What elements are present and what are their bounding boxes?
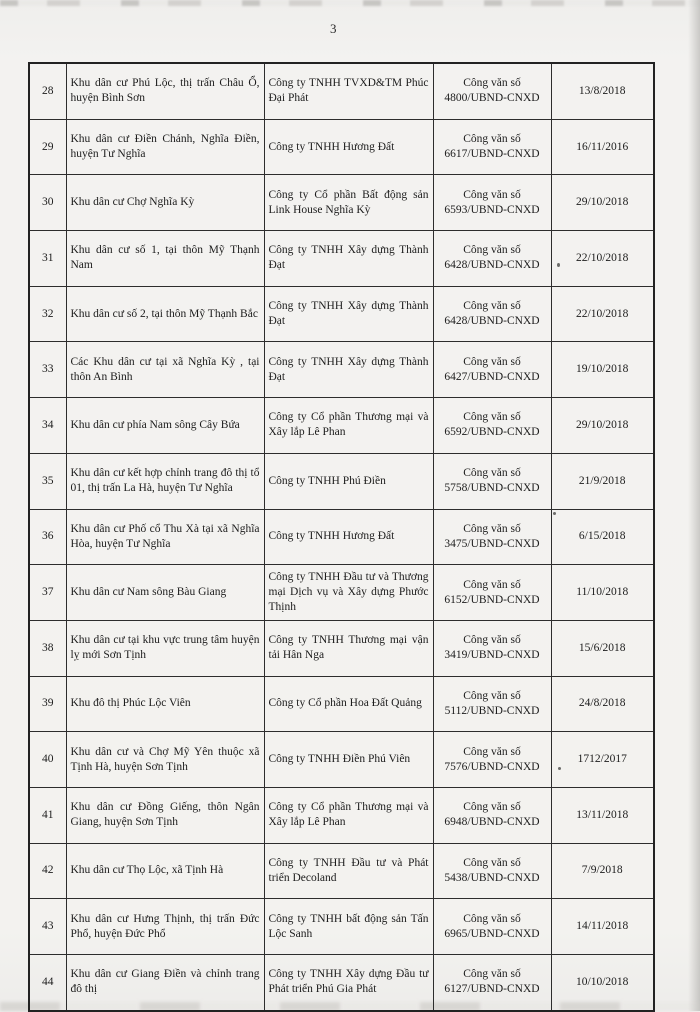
table-row <box>29 453 654 509</box>
project-name-cell: Khu dân cư Giang Điền và chỉnh trang đô thị <box>66 955 264 1011</box>
date-cell: 13/11/2018 <box>551 787 654 843</box>
table-row <box>29 955 654 1011</box>
date-cell: 22/10/2018 <box>551 286 654 342</box>
project-name-cell: Khu dân cư Đồng Giếng, thôn Ngân Giang, huyện Sơn Tịnh <box>66 787 264 843</box>
table-body <box>29 63 654 1011</box>
document-number: 5112/UBND-CNXD <box>444 704 540 717</box>
table-row <box>29 732 654 788</box>
company-cell: Công ty TNHH Thương mại vận tải Hân Nga <box>264 620 433 676</box>
project-name-cell: Khu dân cư Nam sông Bàu Giang <box>66 565 264 621</box>
date-cell: 29/10/2018 <box>551 175 654 231</box>
document-label: Công văn số <box>463 634 521 647</box>
table-row <box>29 565 654 621</box>
date-cell: 21/9/2018 <box>551 453 654 509</box>
row-number-cell: 33 <box>29 342 66 398</box>
row-number-cell: 30 <box>29 175 66 231</box>
document-label: Công văn số <box>463 411 521 424</box>
document-number: 6428/UBND-CNXD <box>444 259 540 272</box>
company-cell: Công ty TNHH Điền Phú Viên <box>264 732 433 788</box>
document-cell <box>433 63 551 119</box>
document-number: 6152/UBND-CNXD <box>444 593 540 606</box>
document-number: 6948/UBND-CNXD <box>444 816 540 829</box>
project-name-cell: Các Khu dân cư tại xã Nghĩa Kỳ , tại thôn An Bình <box>66 342 264 398</box>
document-label: Công văn số <box>463 300 521 313</box>
document-label: Công văn số <box>463 745 521 758</box>
project-name-cell: Khu dân cư tại khu vực trung tâm huyện lỵ mới Sơn Tịnh <box>66 620 264 676</box>
scan-smudge <box>553 512 556 515</box>
table-row <box>29 398 654 454</box>
company-cell: Công ty TNHH TVXD&TM Phúc Đại Phát <box>264 63 433 119</box>
row-number-cell: 41 <box>29 787 66 843</box>
table-row <box>29 509 654 565</box>
row-number-cell: 43 <box>29 899 66 955</box>
document-number: 3475/UBND-CNXD <box>444 537 540 550</box>
document-number: 6593/UBND-CNXD <box>444 203 540 216</box>
page-number: 3 <box>330 21 337 36</box>
company-cell: Công ty TNHH Phú Điền <box>264 453 433 509</box>
row-number-cell: 34 <box>29 398 66 454</box>
date-cell: 22/10/2018 <box>551 231 654 287</box>
date-cell: 15/6/2018 <box>551 620 654 676</box>
document-number: 6617/UBND-CNXD <box>444 148 540 161</box>
company-cell: Công ty TNHH bất động sản Tấn Lộc Sanh <box>264 899 433 955</box>
project-name-cell: Khu dân cư số 1, tại thôn Mỹ Thạnh Nam <box>66 231 264 287</box>
document-label: Công văn số <box>463 689 521 702</box>
document-cell <box>433 843 551 899</box>
document-number: 6127/UBND-CNXD <box>444 983 540 996</box>
date-cell: 16/11/2016 <box>551 119 654 175</box>
date-cell: 6/15/2018 <box>551 509 654 565</box>
document-label: Công văn số <box>463 801 521 814</box>
scan-smudge <box>557 263 560 267</box>
date-cell: 10/10/2018 <box>551 955 654 1011</box>
document-number: 6965/UBND-CNXD <box>444 927 540 940</box>
scan-noise-top-band <box>0 0 700 6</box>
row-number-cell: 42 <box>29 843 66 899</box>
scan-smudge <box>558 767 561 770</box>
document-cell <box>433 175 551 231</box>
company-cell: Công ty TNHH Đầu tư và Thương mại Dịch vụ và Xây dựng Phước Thịnh <box>264 565 433 621</box>
document-label: Công văn số <box>463 355 521 368</box>
document-label: Công văn số <box>463 467 521 480</box>
document-cell <box>433 787 551 843</box>
table-row <box>29 63 654 119</box>
document-number: 4800/UBND-CNXD <box>444 92 540 105</box>
company-cell: Công ty TNHH Xây dựng Thành Đạt <box>264 342 433 398</box>
row-number-cell: 28 <box>29 63 66 119</box>
table-row <box>29 119 654 175</box>
document-label: Công văn số <box>463 578 521 591</box>
table-row <box>29 899 654 955</box>
company-cell: Công ty TNHH Xây dựng Đầu tư Phát triển Phú Gia Phát <box>264 955 433 1011</box>
row-number-cell: 31 <box>29 231 66 287</box>
project-name-cell: Khu dân cư Chợ Nghĩa Kỳ <box>66 175 264 231</box>
document-label: Công văn số <box>463 522 521 535</box>
row-number-cell: 39 <box>29 676 66 732</box>
document-label: Công văn số <box>463 856 521 869</box>
document-label: Công văn số <box>463 133 521 146</box>
project-name-cell: Khu dân cư Hưng Thịnh, thị trấn Đức Phổ, huyện Đức Phổ <box>66 899 264 955</box>
document-label: Công văn số <box>463 188 521 201</box>
table-row <box>29 787 654 843</box>
document-number: 5758/UBND-CNXD <box>444 482 540 495</box>
document-cell <box>433 565 551 621</box>
document-label: Công văn số <box>463 968 521 981</box>
document-cell <box>433 342 551 398</box>
project-name-cell: Khu đô thị Phúc Lộc Viên <box>66 676 264 732</box>
document-number: 3419/UBND-CNXD <box>444 649 540 662</box>
project-name-cell: Khu dân cư Điền Chánh, Nghĩa Điền, huyện Tư Nghĩa <box>66 119 264 175</box>
date-cell: 13/8/2018 <box>551 63 654 119</box>
document-number: 6428/UBND-CNXD <box>444 315 540 328</box>
document-number: 5438/UBND-CNXD <box>444 871 540 884</box>
project-name-cell: Khu dân cư và Chợ Mỹ Yên thuộc xã Tịnh Hà, huyện Sơn Tịnh <box>66 732 264 788</box>
date-cell: 19/10/2018 <box>551 342 654 398</box>
document-cell <box>433 620 551 676</box>
date-cell: 7/9/2018 <box>551 843 654 899</box>
table-row <box>29 676 654 732</box>
table-row <box>29 231 654 287</box>
row-number-cell: 35 <box>29 453 66 509</box>
document-label: Công văn số <box>463 77 521 90</box>
document-cell <box>433 286 551 342</box>
company-cell: Công ty Cổ phần Hoa Đất Quảng <box>264 676 433 732</box>
project-name-cell: Khu dân cư số 2, tại thôn Mỹ Thạnh Bắc <box>66 286 264 342</box>
row-number-cell: 38 <box>29 620 66 676</box>
document-cell <box>433 453 551 509</box>
date-cell: 1712/2017 <box>551 732 654 788</box>
company-cell: Công ty Cổ phần Thương mại và Xây lắp Lê Phan <box>264 398 433 454</box>
company-cell: Công ty TNHH Hương Đất <box>264 509 433 565</box>
document-number: 7576/UBND-CNXD <box>444 760 540 773</box>
row-number-cell: 36 <box>29 509 66 565</box>
document-cell <box>433 398 551 454</box>
project-name-cell: Khu dân cư Thọ Lộc, xã Tịnh Hà <box>66 843 264 899</box>
row-number-cell: 29 <box>29 119 66 175</box>
table-row <box>29 843 654 899</box>
project-name-cell: Khu dân cư phía Nam sông Cây Bứa <box>66 398 264 454</box>
row-number-cell: 32 <box>29 286 66 342</box>
company-cell: Công ty TNHH Xây dựng Thành Đạt <box>264 231 433 287</box>
date-cell: 29/10/2018 <box>551 398 654 454</box>
table-row <box>29 342 654 398</box>
row-number-cell: 40 <box>29 732 66 788</box>
document-label: Công văn số <box>463 244 521 257</box>
company-cell: Công ty Cổ phần Bất động sản Link House Nghĩa Kỳ <box>264 175 433 231</box>
project-name-cell: Khu dân cư Phú Lộc, thị trấn Châu Ổ, huyện Bình Sơn <box>66 63 264 119</box>
company-cell: Công ty TNHH Hương Đất <box>264 119 433 175</box>
project-name-cell: Khu dân cư kết hợp chỉnh trang đô thị tổ 01, thị trấn La Hà, huyện Tư Nghĩa <box>66 453 264 509</box>
table-row <box>29 620 654 676</box>
scan-shadow-right-edge <box>688 0 700 1011</box>
date-cell: 14/11/2018 <box>551 899 654 955</box>
row-number-cell: 37 <box>29 565 66 621</box>
document-number: 6427/UBND-CNXD <box>444 370 540 383</box>
date-cell: 24/8/2018 <box>551 676 654 732</box>
document-number: 6592/UBND-CNXD <box>444 426 540 439</box>
document-cell <box>433 119 551 175</box>
table-row <box>29 286 654 342</box>
document-label: Công văn số <box>463 912 521 925</box>
company-cell: Công ty TNHH Xây dựng Thành Đạt <box>264 286 433 342</box>
document-cell <box>433 955 551 1011</box>
document-cell <box>433 899 551 955</box>
document-cell <box>433 231 551 287</box>
document-cell <box>433 732 551 788</box>
document-cell <box>433 676 551 732</box>
row-number-cell: 44 <box>29 955 66 1011</box>
document-table <box>28 62 655 1012</box>
date-cell: 11/10/2018 <box>551 565 654 621</box>
document-cell <box>433 509 551 565</box>
table-row <box>29 175 654 231</box>
project-name-cell: Khu dân cư Phố cổ Thu Xà tại xã Nghĩa Hòa, huyện Tư Nghĩa <box>66 509 264 565</box>
company-cell: Công ty TNHH Đầu tư và Phát triển Decoland <box>264 843 433 899</box>
company-cell: Công ty Cổ phần Thương mại và Xây lắp Lê Phan <box>264 787 433 843</box>
